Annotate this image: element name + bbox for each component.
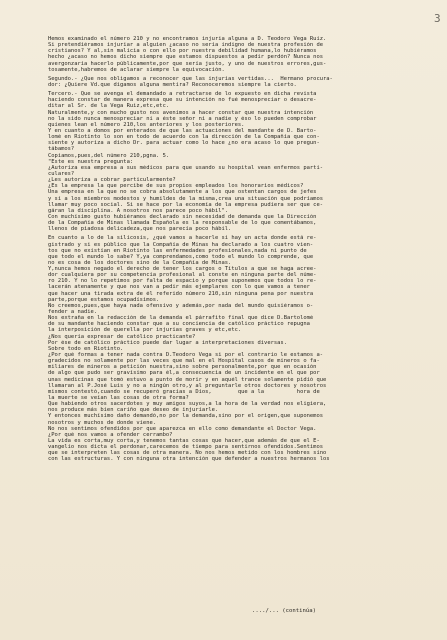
- body-line: Si pretendiéramos injuriar a alguien ¿acaso no sería indigno de nuestra profesión de: [48, 42, 323, 49]
- body-line: Que habiendo otros sacerdotes y muy amigos suyos,a la hora de la verdad nos eligiera,: [48, 401, 327, 408]
- body-line: ditar al Sr. de la Vega Ruiz,etc,etc.: [48, 103, 170, 110]
- body-line: quienes lean el número 210,los anteriores y los posteriores.: [48, 121, 245, 128]
- body-line: "Este es nuestra pregunta:: [48, 158, 134, 165]
- body-line: Por ése de católico práctico puede dar lugar a interpretaciones diversas.: [48, 339, 287, 346]
- body-line: Naturalmente,y con mucho gusto nos avenimos a hacer constar que nuestra intención: [48, 109, 314, 116]
- body-line: Una empresa en la que no se cobra absolutamente a los que ostentan cargos de jefes: [48, 189, 317, 196]
- body-line: no es cosa de los doctores sino de la Compañía de Minas.: [48, 259, 232, 266]
- body-line: miliares de mineros a petición nuestra,sino sobre personalmente,por que en ocasión: [48, 364, 317, 371]
- body-text: [48, 36, 432, 463]
- body-line: mismos contestó,cuando se recuperó gracias a Dios, que a la hora de: [48, 388, 320, 395]
- body-line: ¿Por qué formas a tener nada contra D.Teodoro Vega si por el contrario le estamos a-: [48, 352, 323, 359]
- body-line: Y entonces muchísimo daño demandó,no por la demanda,sino por el origen,que suponemos: [48, 413, 323, 420]
- body-line: gáran la disciplina. A nosotros nos parece poco hábil".: [48, 207, 229, 214]
- body-line: con las estructuras. Y con ninguna otra intención que defender a nuestros hermanos los: [48, 456, 330, 463]
- body-line: ro 210. Y no lo repetimos por falta de espacio y porque suponemos que todos lo re-: [48, 278, 317, 285]
- body-line: la muerte se veían las cosas de otra forma?: [48, 395, 189, 402]
- body-line: tos que no existían en Riotinto las enfermedades profesionales,nada ni punto de: [48, 247, 307, 254]
- body-line: tábamos?: [48, 146, 75, 153]
- body-line: llenos de piadosa delicadeza,que nos parecía poco hábil.: [48, 226, 232, 233]
- body-line: Hemos examinado el número 210 y no encontramos injuria alguna a D. Teodoro Vega Ruiz.: [48, 36, 327, 42]
- body-line: Copiamos,pues,del número 210,pgna. 5.: [48, 152, 170, 159]
- body-line: Con muchísimo gusto hubiéramos declarado sin necesidad de demanda que la Dirección: [48, 213, 317, 220]
- body-line: llamaran al P.José Luis y no a ningún otro,y al preguntarle otros doctores y nosotros: [48, 382, 327, 389]
- body-line: llamar muy poco social. Si se hace por la economía de la empresa pudiera ser que ce-: [48, 201, 323, 208]
- body-line: de algo que pudo ser gravísimo para él,a consecuencia de un incidente en el que por: [48, 370, 320, 377]
- body-line: vangelio nos dicta el perdonar,carecemos de tiempo para sentirnos ofendidos.Sentimos: [48, 444, 323, 451]
- body-line: gistrado y si es público que la Compañía de Minas ha declarado a los cuatro vien-: [48, 241, 314, 248]
- body-line: Y,nunca hemos negado el derecho de tener los cargos o Títulos a que se haga acree-: [48, 266, 317, 273]
- body-line: que hacer una tirada extra de él referido número 210,sin ninguna pena por nuestra: [48, 290, 314, 297]
- body-line: que se interpreten las cosas de otra manera. No nos hemos metido con los hombres sino: [48, 450, 327, 457]
- body-line: haciendo constar de manera expresa que su intención no fué menospreciar o desacre-: [48, 97, 317, 104]
- body-line: Y en cuanto a domos por enterados de que las actuaciones del mandante de D. Barto-: [48, 127, 317, 134]
- body-line: la interposición de querella por injurias graves y etc,etc.: [48, 327, 242, 334]
- body-line: tosamente,habremos de aclarar siempre la equivocación.: [48, 66, 225, 73]
- body-line: Sobre todo en Riotinto.: [48, 345, 124, 352]
- body-line: En cuanto a lo de la silicosis, ¿qué vamos a hacerle si hay un acta donde está re-: [48, 235, 317, 242]
- body-line: No nos sentimos ofendidos por que aparezca en ello como demandante el Doctor Vega.: [48, 425, 317, 432]
- body-line: de la Compañía de Minas llamada Española es la responsable de lo que comentábamos,: [48, 220, 317, 227]
- body-line: hecho ¿acaso no hemos dicho siempre que estamos dispuestos a pedir perdón? Nunca nos: [48, 54, 323, 61]
- body-line: ¿Nos quería expresar de católico practicante?: [48, 333, 196, 340]
- body-line: que todo el mundo lo sabe? Y,ya comprendamos,como todo el mundo lo comprende, que: [48, 253, 314, 260]
- body-line: Segundo.- ¿Que nos obligamos a reconocer que las injurias vertidas... Hermano procura-: [48, 75, 333, 82]
- body-line: ¿Por qué nos vamos a ofender cerrambo?: [48, 431, 173, 438]
- body-line: no la sido nunca menospreciar ni a éste señor ni a nadie y éso lo pueden comprobar: [48, 115, 317, 122]
- body-line: avergonzaría hacerlo públicamente,por que sería justo, y uno de nuestros errores,gus-: [48, 60, 327, 67]
- body-line: dor cualquiera por su competencia profesional al conste en ninguna parte del núme-: [48, 272, 317, 279]
- body-line: cristianos? Y al,sin malicia o con ello por nuestra debilidad humana,lo hubiéramos: [48, 48, 317, 55]
- body-line: unas medicinas que tomó estuvo a punto de morir y en aquél trance solamente pidió que: [48, 376, 327, 383]
- body-line: gradecidos no solamente por las veces que mal en el Hospital casos de mineros o fa-: [48, 358, 320, 365]
- body-line: ¿Les autoriza a cobrar particularmente?: [48, 177, 176, 184]
- body-line: lomé en Riotinto lo son en todo de acuerdo con la dirección de la Compañía que con-: [48, 134, 320, 141]
- body-line: No creemos,pues,que haya nada ofensivo y además,por nada del mundo quisiéramos o-: [48, 302, 314, 309]
- body-line: lacerán atenamente y que nos van a pedir más ejemplares con lo que vamos a tener: [48, 284, 310, 291]
- body-line: Tercero.- Que se avenga el demandado a retractarse de lo expuesto en dicha revista: [48, 91, 317, 98]
- continuation-note: ..../... (continúa): [252, 608, 316, 614]
- body-line: y sí a los miembros modestos y humildes de la misma,crea una situación que podríamos: [48, 195, 323, 202]
- body-line: parte,porque estamos ocupadísimos.: [48, 296, 160, 303]
- body-line: ¿Es la empresa la que percibe de sus propios empleados los honorarios médicos?: [48, 183, 304, 190]
- body-line: culares?: [48, 170, 75, 177]
- page-mark: 3: [434, 12, 441, 25]
- body-line: fender a nadie.: [48, 309, 98, 316]
- body-line: nosotros y muchos de donde viene.: [48, 419, 157, 426]
- body-line: La vida es corta,muy corta,y tenemos tantas cosas que hacer,que además de que el E-: [48, 438, 320, 444]
- body-line: Nos extraña en la redacción de la demanda el párrafito final que dice D.Bartolomé: [48, 315, 314, 322]
- body-line: ¿Autoriza esa empresa a sus médicos para que usando su hospital vean enfermos parti-: [48, 164, 323, 171]
- body-line: siente y autoriza a dicho Dr. para actuar como lo hace ¿no era acaso lo que pregun-: [48, 140, 320, 147]
- body-line: de su mandante haciendo constar que a su conciencia de católico práctico repugna: [48, 321, 310, 328]
- body-line: nos produce más bien cariño que deseo de injuriarle.: [48, 407, 219, 414]
- body-line: dor: ¿Quiere Vd.que digamos alguna mentira? Reconoceremos siempre la cierto.: [48, 81, 297, 88]
